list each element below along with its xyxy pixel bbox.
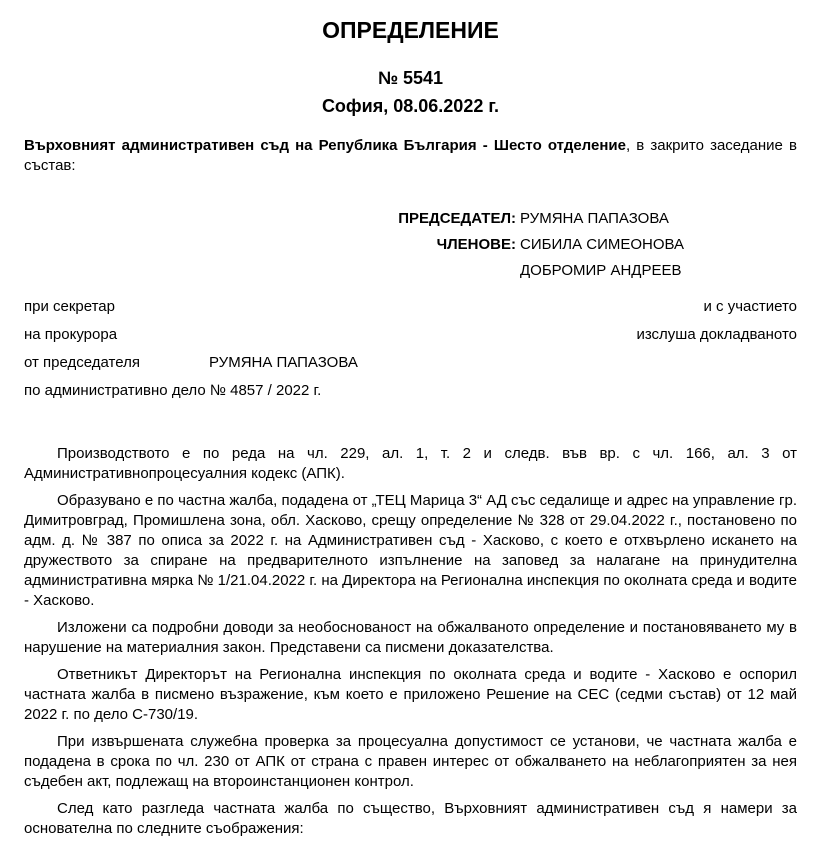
chairman-name: РУМЯНА ПАПАЗОВА [520, 210, 669, 227]
session-text: , в закрито заседание в състав: [24, 137, 797, 174]
body-paragraph-6: След като разгледа частната жалба по същество, Върховният административен съд я намери за основателна по следните съображения: [24, 800, 797, 837]
attendance-block [24, 293, 797, 405]
case-number-text: по административно дело № 4857 / 2022 г. [24, 382, 322, 399]
participation-label: и с участието [703, 298, 797, 315]
body-paragraph-4: Ответникът Директорът на Регионална инспекция по околната среда и водите - Хасково е оспорил частната жалба в писмено възражение, към което е приложено Решение на СЕС (седми състав) от 12 май 2022 г. по дело С-730/19. [24, 666, 797, 723]
document-title: ОПРЕДЕЛЕНИЕ [322, 17, 499, 43]
prosecutor-label: на прокурора [24, 326, 118, 343]
prosecutor-row [24, 321, 797, 349]
heard-report-label: изслуша докладваното [636, 326, 797, 343]
secretary-label: при секретар [24, 298, 115, 315]
intro-paragraph [24, 136, 797, 176]
members-row [24, 232, 797, 258]
ruling-body [24, 444, 797, 839]
member-second-name: ДОБРОМИР АНДРЕЕВ [520, 262, 682, 279]
court-name-bold: Върховният административен съд на Република България - Шесто отделение [24, 137, 626, 154]
empty-label-cell [24, 258, 516, 284]
secretary-row [24, 293, 797, 321]
body-paragraph-3: Изложени са подробни доводи за необоснованост на обжалваното определение и постановяването му в нарушение на материалния закон. Представени са писмени доказателства. [24, 619, 797, 656]
judicial-panel [24, 206, 797, 284]
chairman-row [24, 206, 797, 232]
decision-number: № 5541 [377, 68, 444, 88]
case-number-row [24, 377, 797, 405]
member-second-row [24, 258, 797, 284]
reported-by-label: от председателя [24, 354, 140, 371]
body-paragraph-5: При извършената служебна проверка за процесуална допустимост се установи, че частната жалба е подадена в срока по чл. 230 от АПК от страна с правен интерес от обжалването на неблагоприятен за нея съдебен акт, подлежащ на второинстанционен контрол. [24, 733, 797, 790]
member-first-name: СИБИЛА СИМЕОНОВА [520, 236, 685, 253]
place-and-date: София, 08.06.2022 г. [321, 96, 500, 116]
body-paragraph-2: Образувано е по частна жалба, подадена от „ТЕЦ Марица 3“ АД със седалище и адрес на управление гр. Димитровград, Промишлена зона, обл. Хасково, срещу определение № 328 от 29.04.2022 г., постановено по адм. д. № 387 по описа за 2022 г. на Административен съд - Хасково, с което е отхвърлено искането на дружеството за спиране на предварителното изпълнение на заповед за налагане на принудителна административна мярка № 1/21.04.2022 г. на Директора на Регионална инспекция по околната среда и водите - Хасково. [24, 492, 797, 609]
members-label: ЧЛЕНОВЕ: [436, 236, 516, 253]
reporter-name: РУМЯНА ПАПАЗОВА [209, 354, 358, 371]
chairman-label: ПРЕДСЕДАТЕЛ: [398, 210, 516, 227]
reporter-row [24, 349, 797, 377]
body-paragraph-1: Производството е по реда на чл. 229, ал. 1, т. 2 и следв. във вр. с чл. 166, ал. 3 от Административнопроцесуалния кодекс (АПК). [24, 445, 797, 482]
